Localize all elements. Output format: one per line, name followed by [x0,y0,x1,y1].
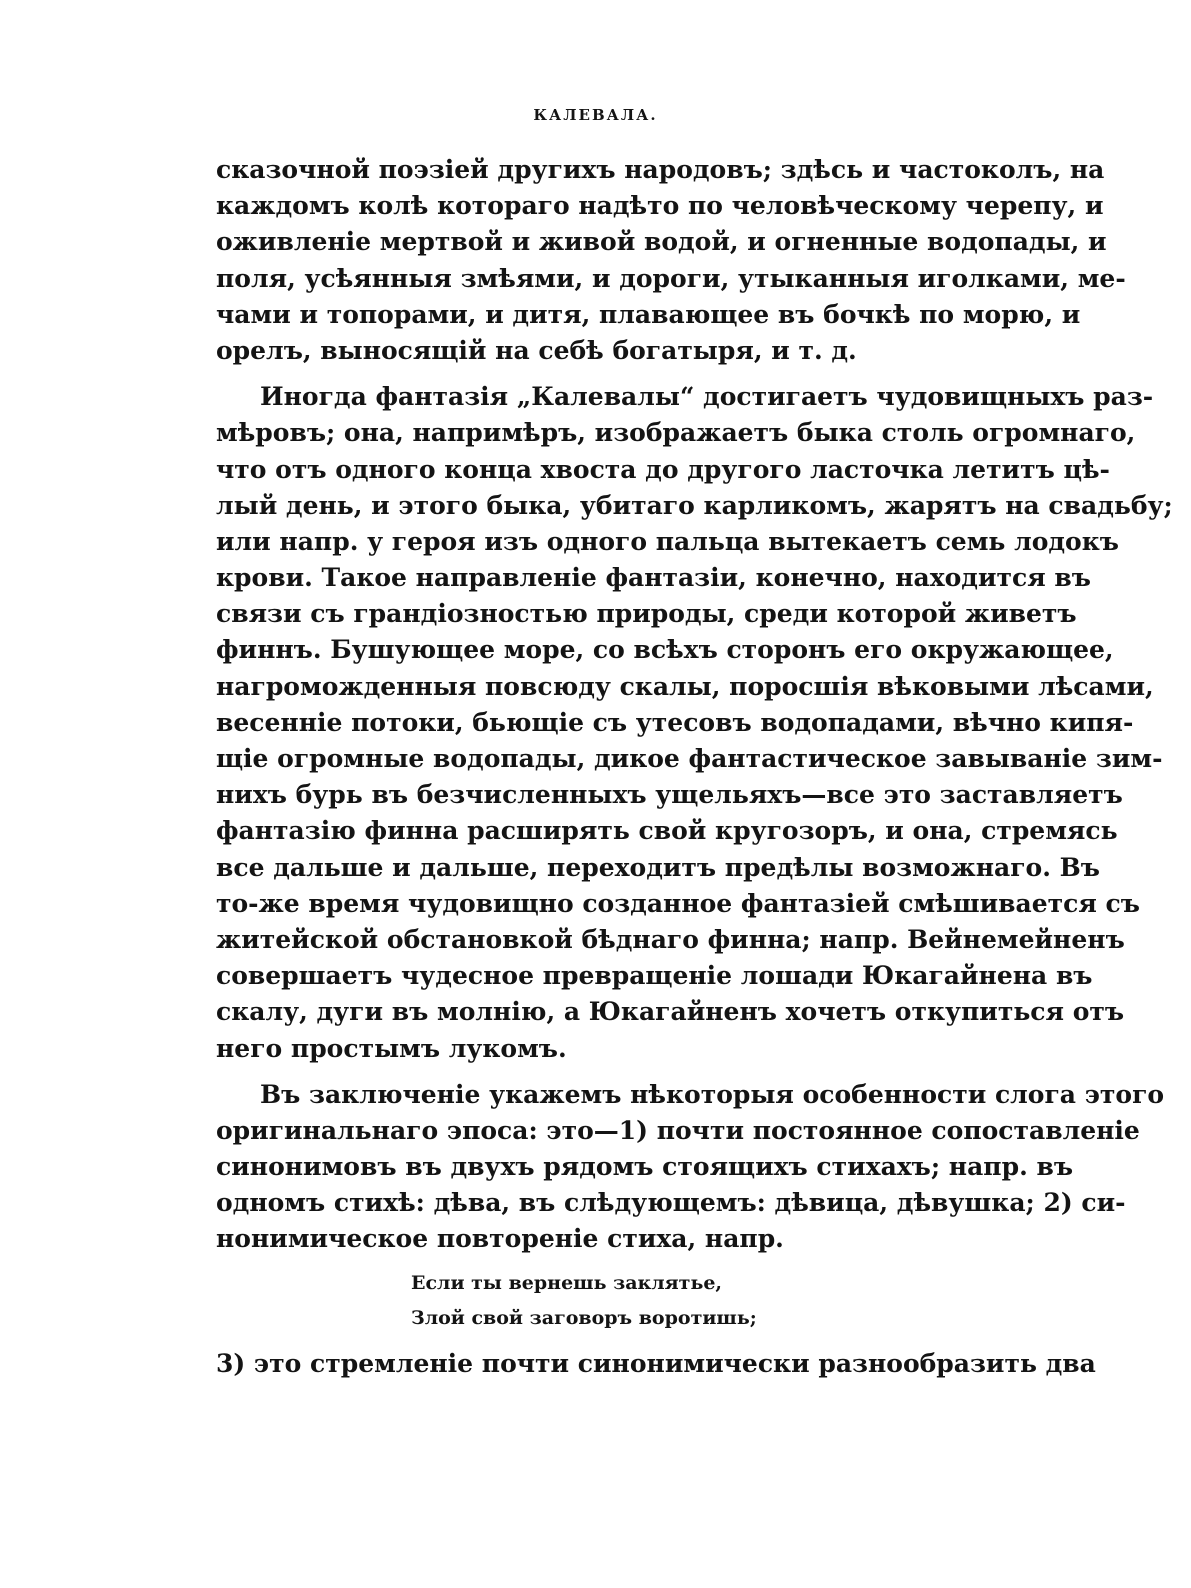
running-header: КАЛЕВАЛА. [533,106,658,124]
text-line: совершаетъ чудесное превращеніе лошади Юкагайнена въ [216,961,1093,991]
verse-quote [216,1266,992,1336]
text-line: поля, усѣянныя змѣями, и дороги, утыканныя иголками, ме- [216,263,1126,293]
verse-line: Если ты вернешь заклятье, [411,1271,723,1294]
paragraph [216,152,1126,369]
text-line: крови. Такое направленіе фантазіи, конечно, находится въ [216,563,1091,593]
text-line: что отъ одного конца хвоста до другого ласточка летитъ цѣ- [216,454,1110,484]
verse-line: Злой свой заговоръ воротишь; [411,1306,757,1329]
text-line: одномъ стихѣ: дѣва, въ слѣдующемъ: дѣвица, дѣвушка; 2) си- [216,1188,1126,1218]
text-line: мѣровъ; она, напримѣръ, изображаетъ быка столь огромнаго, [216,418,1136,448]
text-line: каждомъ колѣ котораго надѣто по человѣческому черепу, и [216,191,1104,221]
closing-paragraph [216,1346,1096,1382]
text-line: нихъ бурь въ безчисленныхъ ущельяхъ—все это заставляетъ [216,780,1123,810]
text-line: или напр. у героя изъ одного пальца вытекаетъ семь лодокъ [216,526,1119,556]
text-line: скалу, дуги въ молнію, а Юкагайненъ хочетъ откупиться отъ [216,997,1125,1027]
text-line: все дальше и дальше, переходитъ предѣлы возможнаго. Въ [216,852,1100,882]
text-line: житейской обстановкой бѣднаго финна; напр. Вейнемейненъ [216,924,1125,954]
text-line: щіе огромные водопады, дикое фантастическое завываніе зим- [216,744,1163,773]
text-line: него простымъ лукомъ. [216,1033,567,1063]
text-line: оригинальнаго эпоса: это—1) почти постоянное сопоставленіе [216,1115,1140,1145]
text-line: финнъ. Бушующее море, со всѣхъ сторонъ его окружающее, [216,635,1114,665]
paragraph-gap [216,369,992,379]
text-line: нонимическое повтореніе стиха, напр. [216,1224,784,1254]
text-line: весенніе потоки, бьющіе съ утесовъ водопадами, вѣчно кипя- [216,707,1134,737]
paragraph [216,1077,1165,1258]
text-line: лый день, и этого быка, убитаго карликомъ, жарятъ на свадьбу; [216,490,1173,520]
paragraph [216,379,1173,1067]
text-line: чами и топорами, и дитя, плавающее въ бочкѣ по морю, и [216,299,1081,329]
paragraph-gap [216,1067,992,1077]
text-line: орелъ, выносящій на себѣ богатыря, и т. д. [216,335,857,365]
text-line: Иногда фантазія „Калевалы“ достигаетъ чудовищныхъ раз- [260,382,1154,412]
page-body [216,152,1173,1382]
text-line: Въ заключеніе укажемъ нѣкоторыя особенности слога этого [260,1079,1165,1109]
text-line: то-же время чудовищно созданное фантазіей смѣшивается съ [216,888,1140,918]
text-line: 3) это стремленіе почти синонимически разнообразить два [216,1348,1096,1378]
text-line: синонимовъ въ двухъ рядомъ стоящихъ стихахъ; напр. въ [216,1152,1074,1182]
text-line: фантазію финна расширять свой кругозоръ, и она, стремясь [216,816,1118,846]
text-line: связи съ грандіозностью природы, среди которой живетъ [216,599,1077,629]
text-line: нагроможденныя повсюду скалы, поросшія вѣковыми лѣсами, [216,671,1154,701]
paragraphs [216,152,1173,1258]
text-line: сказочной поэзіей другихъ народовъ; здѣсь и частоколъ, на [216,155,1105,184]
text-line: оживленіе мертвой и живой водой, и огненные водопады, и [216,227,1107,257]
